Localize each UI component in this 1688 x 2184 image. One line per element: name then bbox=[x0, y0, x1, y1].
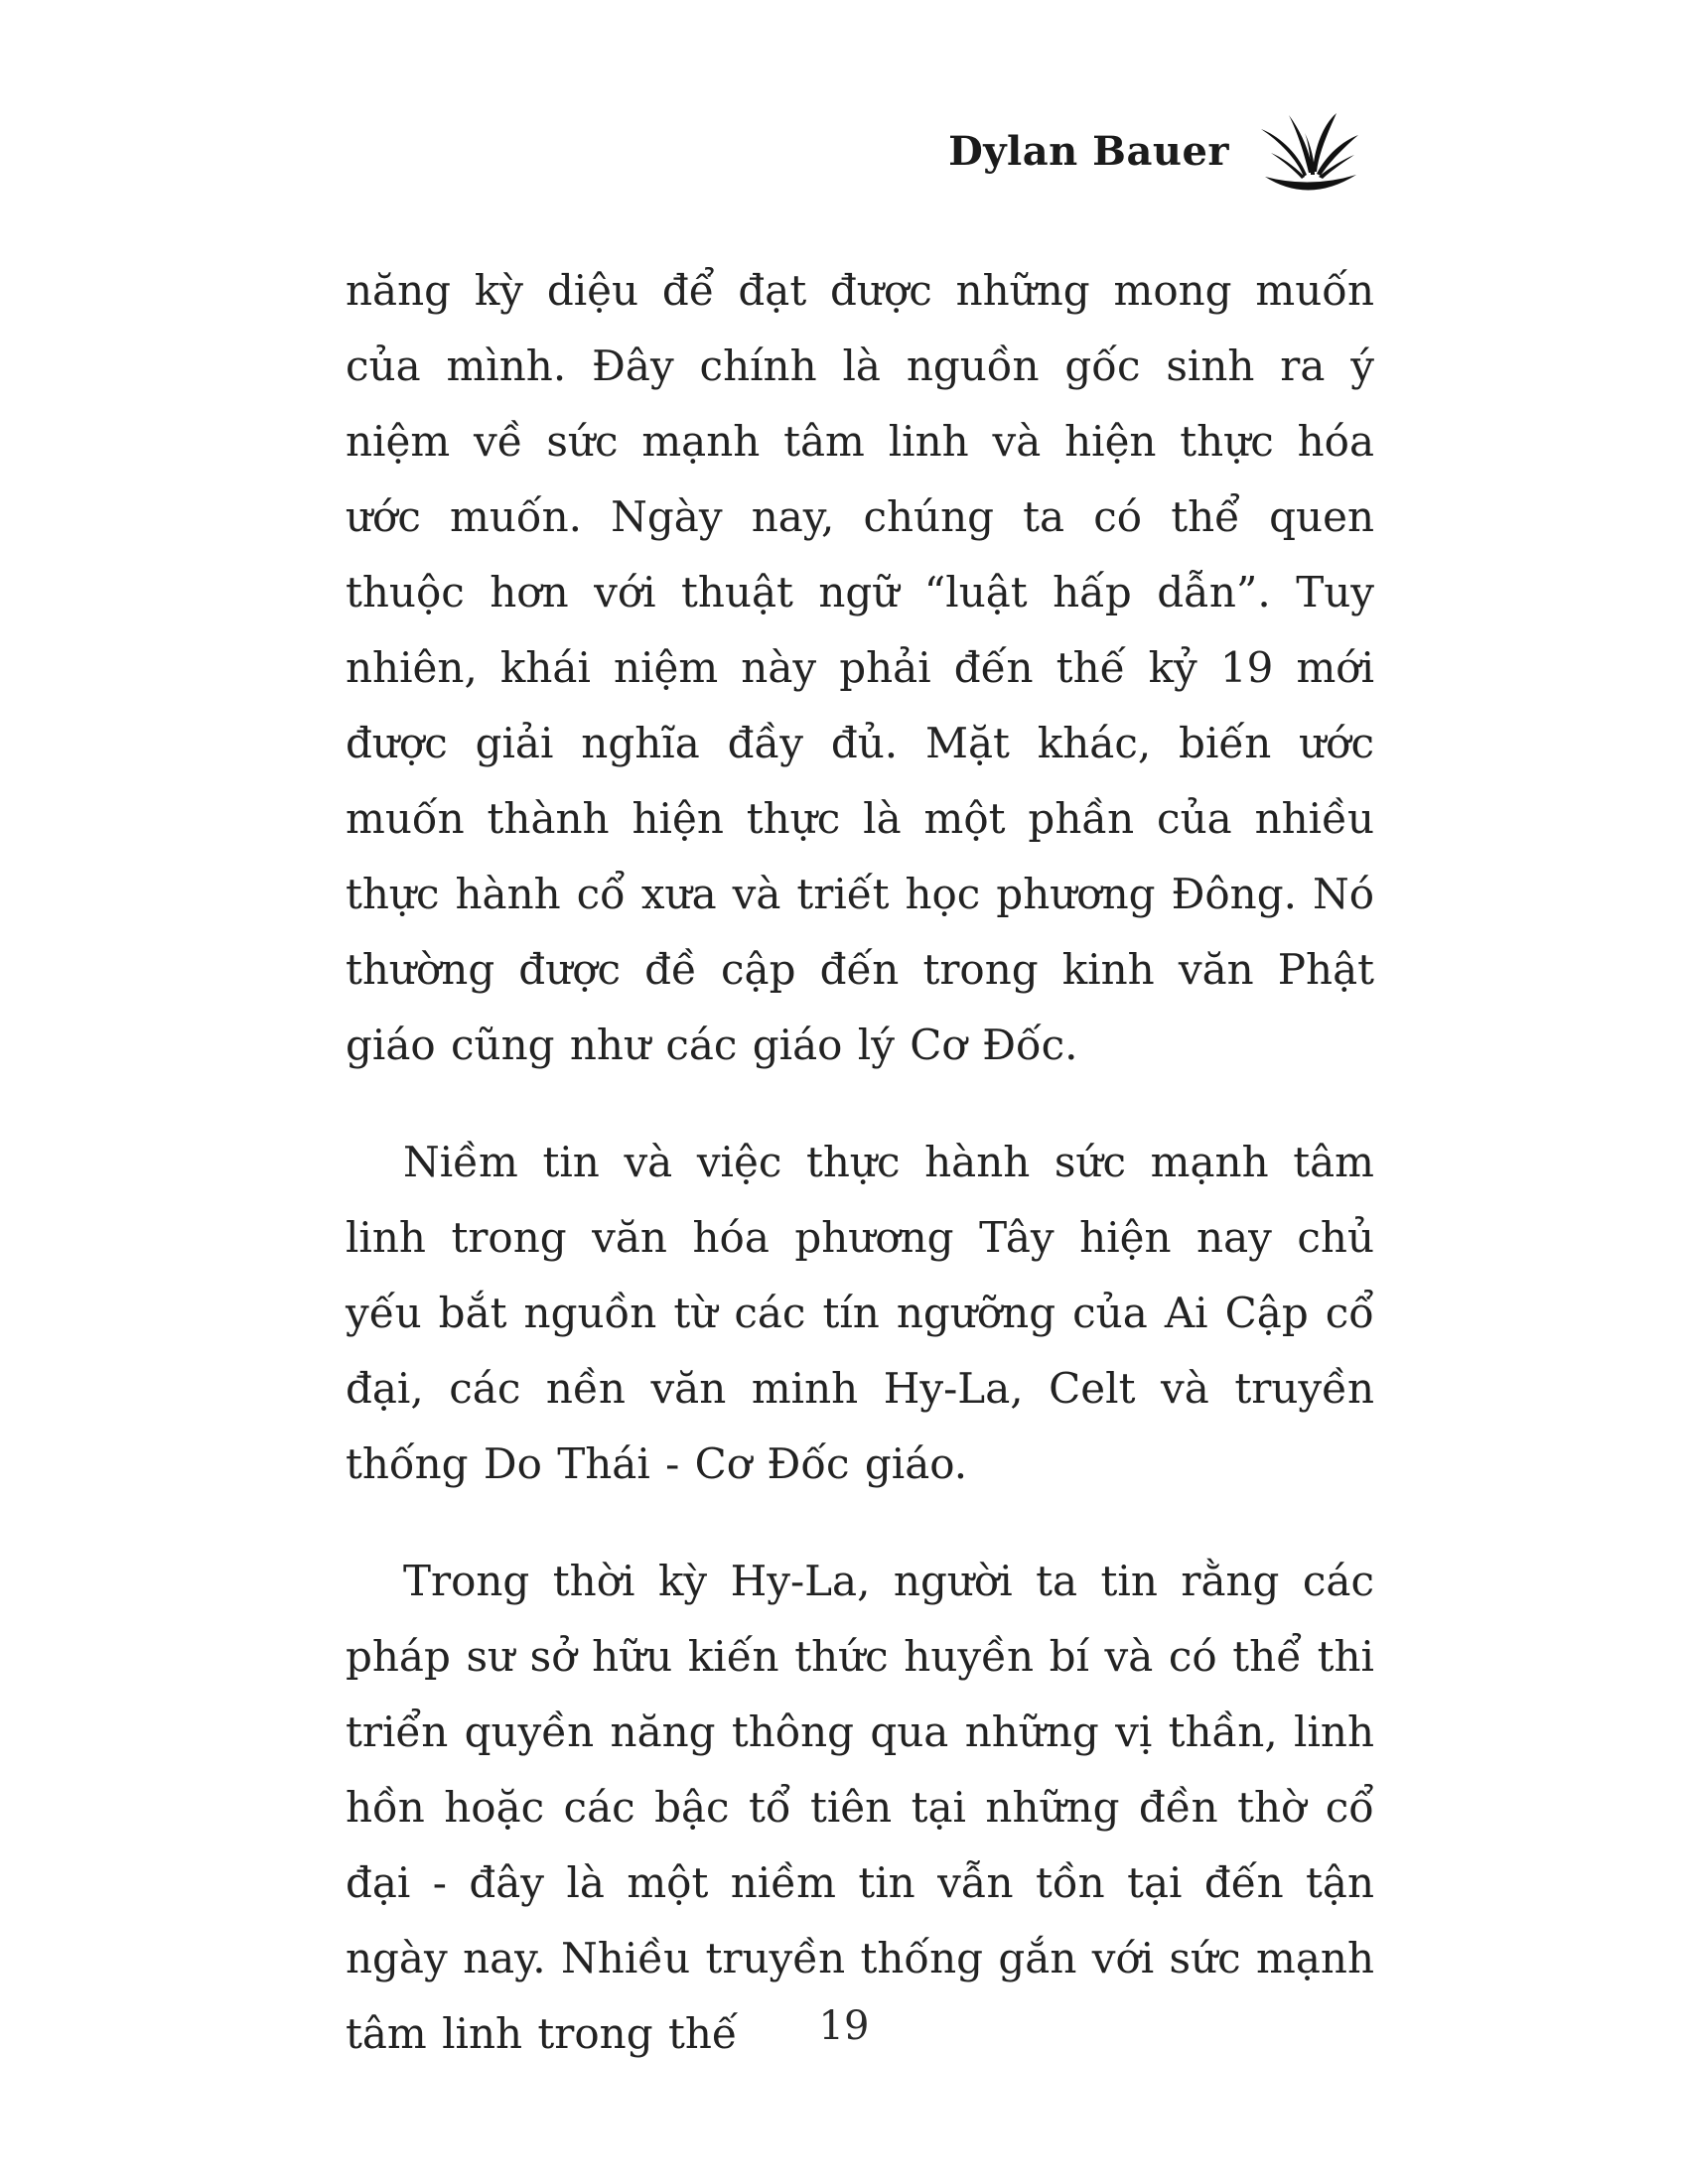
plant-logo-icon bbox=[1245, 109, 1372, 208]
page-number: 19 bbox=[818, 2003, 870, 2049]
body-text bbox=[346, 253, 1374, 2072]
paragraph: Trong thời kỳ Hy-La, người ta tin rằng các pháp sư sở hữu kiến thức huyền bí và có thể thi triển quyền năng thông qua những vị thần, linh hồn hoặc các bậc tổ tiên tại những đền thờ cổ đại - đây là một niềm tin vẫn tồn tại đến tận ngày nay. Nhiều truyền thống gắn với sức mạnh tâm linh trong thế bbox=[346, 1557, 1374, 2058]
paragraph: Niềm tin và việc thực hành sức mạnh tâm linh trong văn hóa phương Tây hiện nay chủ yếu bắt nguồn từ các tín ngưỡng của Ai Cập cổ đại, các nền văn minh Hy-La, Celt và truyền thống Do Thái - Cơ Đốc giáo. bbox=[346, 1138, 1374, 1488]
page-footer bbox=[0, 2003, 1688, 2049]
paragraph: năng kỳ diệu để đạt được những mong muốn của mình. Đây chính là nguồn gốc sinh ra ý niệm về sức mạnh tâm linh và hiện thực hóa ước muốn. Ngày nay, chúng ta có thể quen thuộc hơn với thuật ngữ “luật hấp dẫn”. Tuy nhiên, khái niệm này phải đến thế kỷ 19 mới được giải nghĩa đầy đủ. Mặt khác, biến ước muốn thành hiện thực là một phần của nhiều thực hành cổ xưa và triết học phương Đông. Nó thường được đề cập đến trong kinh văn Phật giáo cũng như các giáo lý Cơ Đốc. bbox=[346, 266, 1374, 1069]
page-header bbox=[948, 109, 1372, 208]
author-name: Dylan Bauer bbox=[948, 128, 1229, 175]
